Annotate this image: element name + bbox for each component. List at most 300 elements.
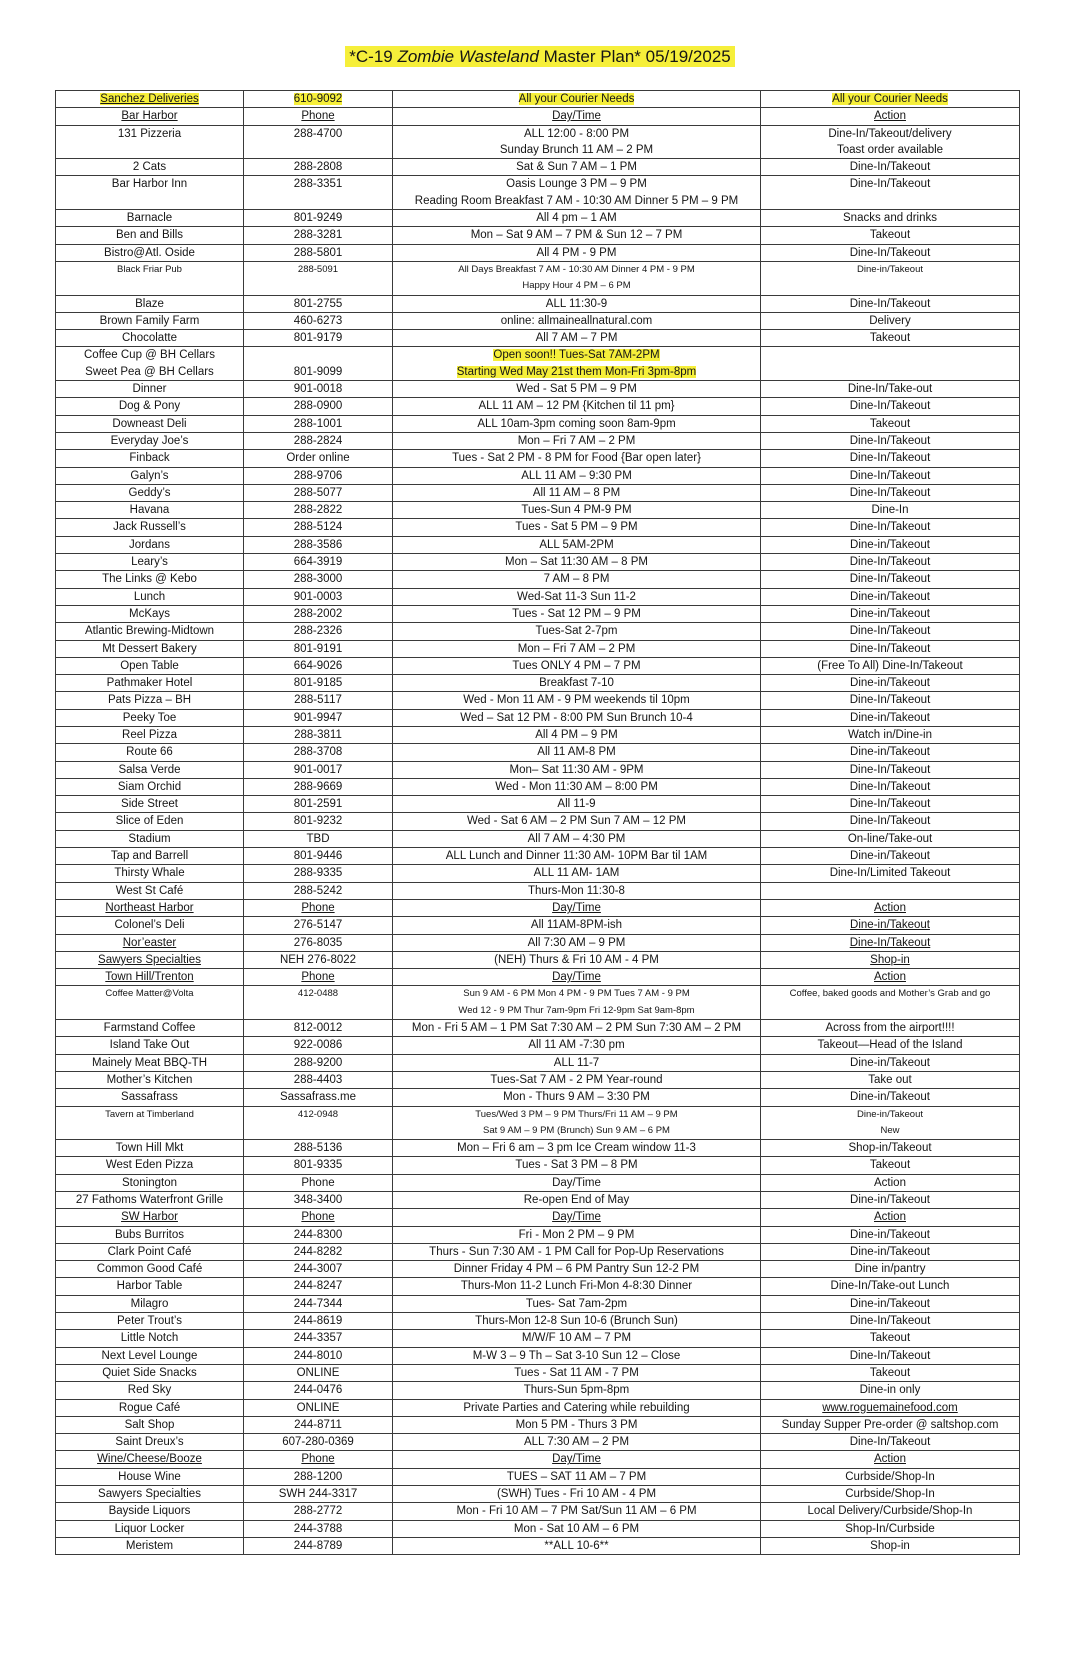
hours-cell (393, 347, 761, 381)
table-row (56, 1020, 1020, 1037)
hours-text: Tues - Sat 5 PM – 9 PM (515, 521, 638, 534)
hours-text: All 7 AM – 4:30 PM (527, 832, 626, 845)
cell-line (247, 900, 389, 916)
cell-line (764, 1072, 1016, 1088)
venue-name: McKays (129, 607, 170, 620)
cell-line (396, 1209, 757, 1225)
venue-name: Atlantic Brewing-Midtown (84, 625, 215, 638)
venue-cell (56, 882, 244, 899)
service-text: Dine-in/Takeout (850, 677, 930, 690)
table-row (56, 1157, 1020, 1174)
phone-number: 801-9185 (293, 677, 343, 690)
phone-number: 348-3400 (293, 1194, 343, 1206)
hours-text: Wed - Sat 5 PM – 9 PM (516, 383, 637, 396)
hours-text: Tues- Sat 7am-2pm (525, 1297, 628, 1310)
hours-cell (393, 917, 761, 934)
cell-line (396, 1244, 757, 1260)
table-row (56, 1416, 1020, 1433)
hours-cell (393, 813, 761, 830)
action-cell (761, 830, 1020, 847)
phone-number: 288-5077 (293, 486, 343, 499)
venue-name: Open Table (120, 659, 179, 672)
cell-line (764, 1451, 1016, 1467)
cell-line (764, 1140, 1016, 1156)
section-header-row (56, 1451, 1020, 1468)
cell-line (247, 658, 389, 674)
cell-line (764, 935, 1016, 951)
service-text: All your Courier Needs (832, 93, 948, 105)
phone-number: 288-0900 (293, 400, 343, 413)
action-cell (761, 1054, 1020, 1071)
cell-line (764, 1209, 1016, 1225)
hours-text: ALL 11:30-9 (545, 297, 608, 310)
phone-cell (244, 986, 393, 1020)
venue-cell (56, 125, 244, 159)
phone-number: 801-2755 (293, 297, 343, 310)
table-row (56, 1089, 1020, 1106)
cell-line (59, 692, 240, 708)
action-cell (761, 159, 1020, 176)
venue-name: 131 Pizzeria (117, 127, 182, 140)
cell-line (59, 1227, 240, 1243)
table-row (56, 1347, 1020, 1364)
phone-cell (244, 1054, 393, 1071)
table-row (56, 398, 1020, 415)
phone-number: 801-9335 (293, 1159, 343, 1172)
hours-text: Thurs-Sun 5pm-8pm (523, 1384, 630, 1397)
hours-cell (393, 227, 761, 244)
venue-name: 27 Fathoms Waterfront Grille (75, 1194, 224, 1206)
action-cell (761, 951, 1020, 968)
hours-cell (393, 830, 761, 847)
table-row (56, 347, 1020, 381)
cell-line (764, 641, 1016, 657)
phone-cell (244, 1399, 393, 1416)
hours-text: ALL Lunch and Dinner 11:30 AM- 10PM Bar til 1AM (445, 850, 708, 863)
venue-name: Tavern at Timberland (105, 1108, 194, 1120)
phone-cell (244, 159, 393, 176)
cell-line (396, 1330, 757, 1346)
venue-cell (56, 1451, 244, 1468)
cell-line (59, 1037, 240, 1053)
cell-line (247, 1382, 389, 1398)
table-row (56, 917, 1020, 934)
cell-line (764, 1382, 1016, 1398)
venue-cell (56, 432, 244, 449)
phone-number: 288-9669 (293, 780, 343, 793)
hours-cell (393, 261, 761, 295)
phone-cell (244, 1020, 393, 1037)
cell-line (396, 1469, 757, 1485)
hours-text: ALL 5AM-2PM (539, 538, 614, 551)
hours-text: Reading Room Breakfast 7 AM - 10:30 AM Dinner 5 PM – 9 PM (414, 194, 739, 207)
cell-line (59, 1348, 240, 1364)
table-row (56, 1364, 1020, 1381)
phone-cell (244, 1261, 393, 1278)
cell-line (247, 935, 389, 951)
phone-cell (244, 657, 393, 674)
hours-cell (393, 1330, 761, 1347)
cell-line (764, 245, 1016, 261)
cell-line (764, 848, 1016, 864)
cell-line (396, 108, 757, 124)
cell-line (59, 606, 240, 622)
hours-text: Wed 12 - 9 PM Thur 7am-9pm Fri 12-9pm Sat 9am-8pm (458, 1004, 695, 1016)
cell-line (247, 969, 389, 985)
action-cell (761, 917, 1020, 934)
cell-line (764, 1020, 1016, 1036)
venue-cell (56, 623, 244, 640)
table-row (56, 330, 1020, 347)
service-text: Dine-in/Takeout (856, 1108, 923, 1120)
venue-cell (56, 502, 244, 519)
cell-line (764, 900, 1016, 916)
venue-name: Slice of Eden (115, 815, 184, 828)
cell-line (396, 623, 757, 639)
header-action: Action (874, 901, 906, 914)
action-cell (761, 1295, 1020, 1312)
cell-line (764, 502, 1016, 518)
hours-cell (393, 1106, 761, 1140)
cell-line (247, 1209, 389, 1225)
phone-cell (244, 467, 393, 484)
action-cell (761, 1416, 1020, 1433)
hours-cell (393, 432, 761, 449)
phone-number: 901-0018 (293, 383, 343, 396)
header-location: SW Harbor (121, 1211, 178, 1224)
phone-number: 460-6273 (293, 314, 343, 327)
cell-line (764, 537, 1016, 553)
venue-cell (56, 1486, 244, 1503)
table-row (56, 657, 1020, 674)
cell-line (764, 142, 1016, 158)
cell-line (764, 1089, 1016, 1105)
phone-number: ONLINE (296, 1366, 340, 1379)
venue-name: Havana (129, 504, 170, 517)
cell-line (764, 416, 1016, 432)
cell-line (247, 1469, 389, 1485)
hours-text: All Days Breakfast 7 AM - 10:30 AM Dinner 4 PM - 9 PM (458, 263, 695, 275)
cell-line (396, 710, 757, 726)
venue-name: Little Notch (120, 1332, 179, 1345)
cell-line (764, 1227, 1016, 1243)
action-cell (761, 1140, 1020, 1157)
hours-text: Thurs-Mon 11:30-8 (528, 884, 625, 897)
cell-line (764, 91, 1016, 107)
cell-line (396, 1451, 757, 1467)
service-text: Dine-In/Takeout (849, 573, 931, 586)
hours-cell (393, 484, 761, 501)
table-row (56, 295, 1020, 312)
table-row (56, 623, 1020, 640)
venue-cell (56, 969, 244, 986)
table-row (56, 709, 1020, 726)
venue-cell (56, 1020, 244, 1037)
hours-cell (393, 536, 761, 553)
cell-line (59, 1313, 240, 1329)
table-row (56, 1071, 1020, 1088)
hours-text: Re-open End of May (523, 1194, 630, 1206)
hours-cell (393, 726, 761, 743)
cell-line (396, 176, 757, 192)
service-text: Curbside/Shop-In (845, 1488, 935, 1501)
table-row (56, 1520, 1020, 1537)
venue-cell (56, 588, 244, 605)
venue-cell (56, 709, 244, 726)
hours-text: Mon - Fri 10 AM – 7 PM Sat/Sun 11 AM – 6 PM (456, 1505, 697, 1518)
phone-number: 244-8247 (293, 1280, 343, 1293)
action-cell (761, 1537, 1020, 1554)
action-cell (761, 813, 1020, 830)
cell-line (59, 159, 240, 175)
venue-name: Sassafrass (121, 1091, 178, 1104)
cell-line (59, 848, 240, 864)
venue-name: Dinner (132, 383, 167, 396)
service-text: Curbside/Shop-In (845, 1470, 935, 1483)
service-text: Shop-in (870, 1539, 910, 1552)
phone-number: 412-0948 (297, 1108, 339, 1120)
service-text: Toast order available (836, 143, 944, 156)
hours-cell (393, 1503, 761, 1520)
cell-line (59, 1261, 240, 1277)
phone-cell (244, 347, 393, 381)
phone-cell (244, 1313, 393, 1330)
cell-line (59, 537, 240, 553)
phone-cell (244, 554, 393, 571)
cell-line (764, 1521, 1016, 1537)
cell-line (247, 364, 389, 380)
hours-cell (393, 640, 761, 657)
cell-line (396, 1261, 757, 1277)
phone-number: TBD (306, 832, 330, 845)
cell-line (247, 1055, 389, 1071)
cell-line (396, 883, 757, 899)
table-row (56, 761, 1020, 778)
hours-cell (393, 1174, 761, 1191)
table-row (56, 882, 1020, 899)
venue-cell (56, 640, 244, 657)
cell-line (59, 519, 240, 535)
hours-text: Sun 9 AM - 6 PM Mon 4 PM - 9 PM Tues 7 AM - 9 PM (463, 988, 690, 1000)
cell-line (59, 952, 240, 968)
hours-text: Mon – Sat 9 AM – 7 PM & Sun 12 – 7 PM (470, 229, 683, 242)
cell-line (764, 917, 1016, 933)
phone-cell (244, 1174, 393, 1191)
action-cell (761, 1157, 1020, 1174)
cell-line (764, 210, 1016, 226)
hours-text: All 7 AM – 7 PM (535, 332, 618, 345)
cell-line (764, 986, 1016, 1002)
phone-number: 288-3811 (294, 728, 342, 741)
hours-cell (393, 176, 761, 210)
phone-cell (244, 865, 393, 882)
phone-cell (244, 450, 393, 467)
cell-line (396, 606, 757, 622)
cell-line (247, 1538, 389, 1554)
cell-line (59, 245, 240, 261)
table-row (56, 813, 1020, 830)
cell-line (59, 1469, 240, 1485)
cell-line (247, 485, 389, 501)
phone-cell (244, 244, 393, 261)
cell-line (396, 142, 757, 158)
phone-number: 244-8789 (293, 1539, 343, 1552)
hours-cell (393, 210, 761, 227)
cell-line (59, 554, 240, 570)
hours-text: ALL 11-7 (553, 1056, 600, 1069)
cell-line (764, 813, 1016, 829)
cell-line (247, 1278, 389, 1294)
cell-line (396, 865, 757, 881)
service-text: Dine-In/Takeout (849, 178, 931, 191)
hours-cell (393, 91, 761, 108)
cell-line (396, 831, 757, 847)
cell-line (764, 1400, 1016, 1416)
phone-cell (244, 1537, 393, 1554)
phone-cell (244, 1140, 393, 1157)
hours-cell (393, 986, 761, 1020)
cell-line (247, 883, 389, 899)
venue-name: Rogue Café (118, 1401, 181, 1414)
header-daytime: Day/Time (552, 1176, 601, 1189)
hours-cell (393, 159, 761, 176)
table-row (56, 1503, 1020, 1520)
cell-line (764, 865, 1016, 881)
hours-text: M-W 3 – 9 Th – Sat 3-10 Sun 12 – Close (472, 1349, 681, 1362)
venue-cell (56, 813, 244, 830)
hours-cell (393, 951, 761, 968)
hours-cell (393, 1382, 761, 1399)
cell-line (247, 126, 389, 142)
phone-number: 288-4700 (293, 127, 343, 140)
hours-cell (393, 398, 761, 415)
cell-line (764, 675, 1016, 691)
cell-line (247, 1107, 389, 1123)
hours-text: Wed-Sat 11-3 Sun 11-2 (517, 590, 636, 603)
venue-name: Pats Pizza – BH (107, 694, 192, 707)
venue-cell (56, 415, 244, 432)
hours-cell (393, 692, 761, 709)
table-row (56, 848, 1020, 865)
phone-number: 244-8619 (293, 1315, 343, 1328)
phone-number: Order online (286, 452, 350, 465)
cell-line (396, 416, 757, 432)
action-cell (761, 415, 1020, 432)
cell-line (59, 210, 240, 226)
cell-line (247, 1365, 389, 1381)
phone-cell (244, 1520, 393, 1537)
hours-text: (NEH) Thurs & Fri 10 AM - 4 PM (494, 953, 659, 966)
venue-name: Dog & Pony (118, 400, 181, 413)
cell-line (764, 606, 1016, 622)
phone-cell (244, 227, 393, 244)
hours-text: Tues - Sat 11 AM - 7 PM (514, 1366, 639, 1379)
venue-cell (56, 761, 244, 778)
venue-name: Sweet Pea @ BH Cellars (85, 365, 214, 378)
hours-text: Sat 9 AM – 9 PM (Brunch) Sun 9 AM – 6 PM (483, 1124, 670, 1136)
service-text: Takeout (869, 1159, 911, 1172)
hours-cell (393, 1243, 761, 1260)
service-text: Dine-In/Takeout (849, 161, 931, 174)
cell-line (247, 1400, 389, 1416)
cell-line (764, 313, 1016, 329)
service-text: Takeout (869, 1366, 911, 1379)
table-row (56, 210, 1020, 227)
hours-cell (393, 1157, 761, 1174)
cell-line (396, 245, 757, 261)
cell-line (247, 1503, 389, 1519)
service-text: Dine-in/Takeout (850, 538, 930, 551)
venue-name: Colonel’s Deli (114, 919, 185, 932)
phone-cell (244, 1209, 393, 1226)
cell-line (764, 450, 1016, 466)
phone-number: 288-1001 (293, 417, 343, 430)
action-cell (761, 450, 1020, 467)
venue-cell (56, 1106, 244, 1140)
cell-line (247, 1020, 389, 1036)
cell-line (247, 1072, 389, 1088)
venue-name: Jack Russell’s (113, 521, 186, 534)
action-cell (761, 1503, 1020, 1520)
table-row (56, 227, 1020, 244)
cell-line (247, 502, 389, 518)
phone-number: 922-0086 (293, 1039, 343, 1052)
cell-line (59, 1175, 240, 1191)
cell-line (247, 606, 389, 622)
header-phone: Phone (301, 901, 335, 914)
cell-line (764, 589, 1016, 605)
cell-line (247, 831, 389, 847)
cell-line (396, 1175, 757, 1191)
venue-name: Bistro@Atl. Oside (104, 246, 195, 259)
section-header-row (56, 1174, 1020, 1191)
hours-text: Tues-Sat 7 AM - 2 PM Year-round (490, 1073, 663, 1086)
service-text: Takeout—Head of the Island (817, 1039, 963, 1052)
action-cell (761, 1451, 1020, 1468)
cell-line (396, 1417, 757, 1433)
service-text: Dine-in/Takeout (850, 1297, 930, 1310)
cell-line (396, 796, 757, 812)
phone-number: 288-5242 (293, 884, 343, 897)
phone-number: 901-0017 (293, 763, 343, 776)
service-text: Dine-In/Takeout (849, 486, 931, 499)
venue-name: Salsa Verde (118, 763, 181, 776)
venue-cell (56, 1347, 244, 1364)
hours-cell (393, 554, 761, 571)
phone-number: 288-2824 (293, 434, 343, 447)
service-text: (Free To All) Dine-In/Takeout (817, 659, 963, 672)
venue-name: Harbor Table (116, 1280, 183, 1293)
cell-line (247, 1417, 389, 1433)
table-row (56, 934, 1020, 951)
table-row (56, 1261, 1020, 1278)
venue-cell (56, 450, 244, 467)
phone-cell (244, 588, 393, 605)
hours-cell (393, 312, 761, 329)
table-row (56, 415, 1020, 432)
phone-number: 288-3351 (293, 178, 343, 191)
service-text: Dine-In/Takeout (849, 1315, 931, 1328)
phone-cell (244, 1243, 393, 1260)
cell-line (247, 1521, 389, 1537)
cell-line (764, 1348, 1016, 1364)
cell-line (59, 1244, 240, 1260)
phone-number: 288-3708 (293, 746, 343, 759)
cell-line (396, 1348, 757, 1364)
cell-line (247, 313, 389, 329)
phone-cell (244, 381, 393, 398)
action-cell (761, 227, 1020, 244)
